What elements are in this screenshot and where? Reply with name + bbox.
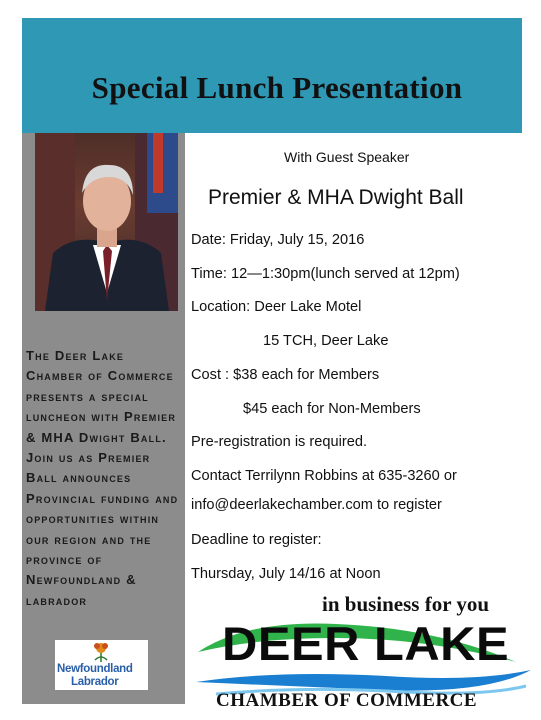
logo-deer-lake: DEER LAKE [222,617,510,670]
contact-line: Contact Terrilynn Robbins at 635-3260 or [191,468,457,484]
newfoundland-labrador-logo [55,640,148,690]
deadline-date: Thursday, July 14/16 at Noon [191,566,381,582]
event-time: Time: 12—1:30pm(lunch served at 12pm) [191,266,460,282]
event-address: 15 TCH, Deer Lake [263,333,389,349]
speaker-name: Premier & MHA Dwight Ball [208,186,464,209]
logo-text-labrador: Labrador [71,676,119,688]
contact-email: info@deerlakechamber.com to register [191,497,442,513]
deadline-label: Deadline to register: [191,532,322,548]
sidebar-description: The Deer Lake Chamber of Commerce presents a special luncheon with Premier & MHA Dwight Ball. Join us as Premier Ball announces Provincial funding and opportunities within our region and the province of Newfoundland & labrador [26,348,179,608]
pre-registration-note: Pre-registration is required. [191,434,368,450]
logo-chamber-of-commerce: CHAMBER OF COMMERCE [216,690,478,711]
event-date: Date: Friday, July 15, 2016 [191,232,365,248]
pitcher-plant-icon [55,640,148,664]
title-banner [22,18,522,133]
guest-speaker-subtitle: With Guest Speaker [284,149,410,165]
logo-tagline: in business for you [322,592,490,616]
speaker-portrait-image [35,133,178,311]
speaker-photo [35,133,178,311]
cost-non-members: $45 each for Non-Members [243,401,421,417]
event-title: Special Lunch Presentation [91,70,463,105]
logo-text-newfoundland: Newfoundland [57,663,133,675]
cost-members: Cost : $38 each for Members [191,367,380,383]
event-location: Location: Deer Lake Motel [191,299,362,315]
